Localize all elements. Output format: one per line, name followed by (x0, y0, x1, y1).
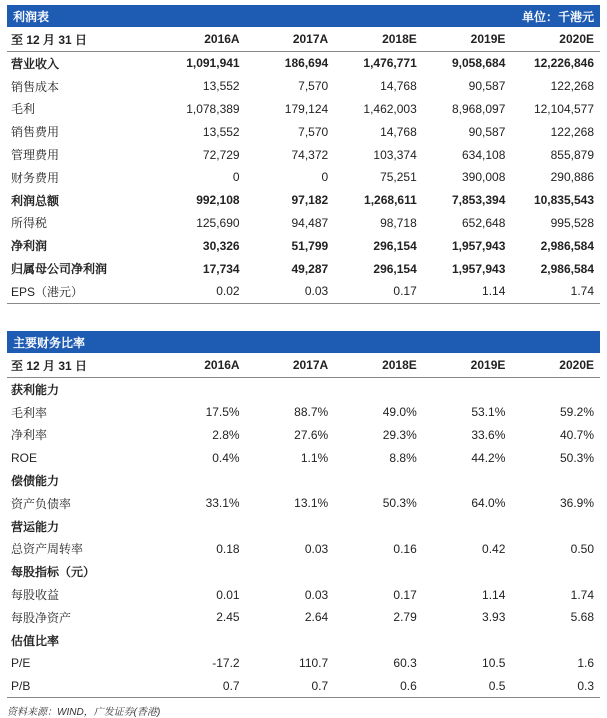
value-cell: 53.1% (471, 405, 506, 420)
income-statement-title: 利润表 (13, 9, 50, 24)
year-header: 2018E (334, 27, 423, 52)
value-cell: 9,058,684 (451, 56, 506, 71)
category-row (7, 515, 600, 538)
value-cell: 1,476,771 (363, 56, 417, 71)
value-cell: 1.1% (300, 450, 329, 465)
row-label: 管理费用 (11, 148, 60, 163)
value-cell: 17,734 (202, 261, 240, 276)
value-cell: 0.42 (482, 541, 506, 556)
row-label: 资产负债率 (11, 496, 72, 511)
value-cell: 44.2% (471, 450, 506, 465)
value-cell: -17.2 (212, 655, 240, 670)
value-cell: 122,268 (550, 79, 594, 94)
value-cell (511, 469, 600, 492)
value-cell (246, 515, 335, 538)
row-label: 毛利率 (11, 405, 48, 420)
value-cell: 64.0% (471, 496, 506, 511)
period-header: 至 12 月 31 日 (7, 27, 157, 52)
value-cell: 296,154 (373, 261, 417, 276)
value-cell: 992,108 (196, 193, 240, 208)
value-cell: 652,648 (461, 215, 506, 230)
value-cell: 1,957,943 (451, 261, 506, 276)
value-cell: 2,986,584 (540, 238, 594, 253)
column-header-row (7, 353, 600, 378)
year-header: 2017A (246, 27, 335, 52)
value-cell: 14,768 (380, 124, 417, 139)
value-cell: 2.79 (393, 610, 417, 625)
value-cell: 0 (232, 170, 240, 185)
ratio-row (7, 446, 600, 469)
value-cell: 1,957,943 (451, 238, 506, 253)
ratio-row (7, 652, 600, 675)
financial-ratios-table (7, 353, 600, 698)
row-label: 估值比率 (11, 633, 60, 648)
ratio-row (7, 583, 600, 606)
financial-ratios-title: 主要财务比率 (13, 335, 86, 350)
value-cell: 7,570 (298, 79, 329, 94)
value-cell: 0.4% (212, 450, 240, 465)
ratio-row (7, 538, 600, 561)
row-label: 营业收入 (11, 56, 60, 71)
year-header: 2020E (511, 27, 600, 52)
value-cell: 0.03 (304, 587, 329, 602)
income-row (7, 98, 600, 121)
value-cell: 1,078,389 (186, 101, 240, 116)
value-cell: 855,879 (550, 147, 594, 162)
income-row (7, 280, 600, 303)
value-cell: 179,124 (284, 101, 329, 116)
value-cell: 3.93 (482, 610, 506, 625)
value-cell: 59.2% (559, 405, 594, 420)
period-header: 至 12 月 31 日 (7, 353, 157, 378)
value-cell: 75,251 (380, 170, 417, 185)
value-cell: 1,091,941 (186, 56, 240, 71)
value-cell: 1.74 (511, 280, 600, 303)
value-cell: 90,587 (468, 124, 506, 139)
row-label: 财务费用 (11, 170, 60, 185)
ratio-row (7, 424, 600, 447)
row-label: 获利能力 (11, 382, 60, 397)
year-header: 2020E (511, 353, 600, 378)
value-cell: 98,718 (380, 215, 417, 230)
value-cell (334, 515, 423, 538)
income-row (7, 75, 600, 98)
value-cell: 10,835,543 (533, 193, 594, 208)
row-label: 每股净资产 (11, 610, 72, 625)
income-row (7, 166, 600, 189)
value-cell (157, 469, 246, 492)
financial-ratios-header (7, 331, 600, 353)
income-row (7, 257, 600, 280)
value-cell: 90,587 (468, 79, 506, 94)
value-cell: 13,552 (202, 124, 240, 139)
value-cell: 290,886 (550, 170, 594, 185)
income-row (7, 52, 600, 75)
row-label: 偿债能力 (11, 474, 60, 489)
row-label: 净利润 (11, 239, 48, 254)
value-cell: 13,552 (202, 79, 240, 94)
value-cell: 74,372 (291, 147, 329, 162)
row-label: 每股指标（元） (11, 565, 96, 580)
value-cell: 0.16 (393, 541, 417, 556)
row-label: 每股收益 (11, 588, 60, 603)
value-cell: 1,268,611 (364, 193, 417, 208)
value-cell: 122,268 (550, 124, 594, 139)
ratio-row (7, 401, 600, 424)
value-cell: 7,853,394 (451, 193, 506, 208)
value-cell (157, 560, 246, 583)
value-cell: 2.64 (304, 610, 329, 625)
value-cell: 60.3 (393, 655, 417, 670)
value-cell: 8.8% (389, 450, 417, 465)
value-cell: 0.01 (216, 587, 240, 602)
value-cell: 0.6 (334, 674, 423, 697)
income-statement-section (7, 5, 600, 304)
year-header: 2019E (423, 27, 512, 52)
value-cell: 634,108 (461, 147, 506, 162)
income-statement-header (7, 5, 600, 27)
value-cell: 40.7% (559, 427, 594, 442)
value-cell: 36.9% (559, 496, 594, 511)
value-cell (334, 378, 423, 401)
income-row (7, 234, 600, 257)
value-cell: 0 (321, 170, 329, 185)
income-row (7, 212, 600, 235)
value-cell (246, 469, 335, 492)
ratio-row (7, 492, 600, 515)
category-row (7, 469, 600, 492)
year-header: 2019E (423, 353, 512, 378)
value-cell: 50.3% (559, 450, 594, 465)
column-header-row (7, 27, 600, 52)
value-cell: 2,986,584 (540, 261, 594, 276)
value-cell: 0.7 (246, 674, 335, 697)
value-cell: 186,694 (284, 56, 329, 71)
value-cell: 33.1% (205, 496, 240, 511)
value-cell: 125,690 (196, 215, 240, 230)
value-cell: 1.74 (570, 587, 594, 602)
value-cell: 50.3% (382, 496, 417, 511)
value-cell: 103,374 (373, 147, 417, 162)
value-cell: 1.14 (423, 280, 512, 303)
row-label: P/E (11, 655, 31, 670)
value-cell (423, 560, 512, 583)
value-cell (334, 560, 423, 583)
value-cell: 0.03 (246, 280, 335, 303)
value-cell: 0.18 (216, 541, 240, 556)
value-cell: 94,487 (291, 215, 329, 230)
value-cell (423, 629, 512, 652)
value-cell: 0.03 (304, 541, 329, 556)
ratio-row (7, 674, 600, 697)
value-cell: 296,154 (373, 238, 417, 253)
value-cell: 49.0% (382, 405, 417, 420)
value-cell: 14,768 (380, 79, 417, 94)
row-label: 销售费用 (11, 125, 60, 140)
row-label: EPS（港元） (7, 280, 157, 303)
income-row (7, 143, 600, 166)
value-cell (246, 378, 335, 401)
value-cell (157, 629, 246, 652)
value-cell (423, 515, 512, 538)
value-cell (246, 629, 335, 652)
row-label: 销售成本 (11, 79, 60, 94)
value-cell (511, 378, 600, 401)
value-cell: 27.6% (294, 427, 329, 442)
value-cell: 0.02 (157, 280, 246, 303)
value-cell: 390,008 (461, 170, 506, 185)
value-cell: 2.45 (216, 610, 240, 625)
value-cell: 72,729 (202, 147, 240, 162)
value-cell: 12,104,577 (533, 101, 594, 116)
income-statement-table (7, 27, 600, 304)
value-cell: 30,326 (202, 238, 240, 253)
row-label: P/B (7, 674, 157, 697)
unit-label: 单位：千港元 (521, 9, 594, 24)
category-row (7, 560, 600, 583)
year-header: 2018E (334, 353, 423, 378)
category-row (7, 629, 600, 652)
value-cell (157, 515, 246, 538)
value-cell: 51,799 (291, 238, 329, 253)
row-label: 归属母公司净利润 (11, 262, 108, 277)
value-cell: 10.5 (482, 655, 506, 670)
source-note: 资料来源：WIND，广发证券(香港) (7, 707, 161, 718)
value-cell (511, 515, 600, 538)
value-cell: 29.3% (382, 427, 417, 442)
value-cell (511, 560, 600, 583)
value-cell (423, 378, 512, 401)
value-cell: 13.1% (294, 496, 329, 511)
row-label: 净利率 (11, 428, 48, 443)
financial-ratios-section (7, 331, 600, 698)
value-cell: 110.7 (299, 655, 329, 670)
value-cell (511, 629, 600, 652)
row-label: 利润总额 (11, 193, 60, 208)
value-cell: 0.3 (511, 674, 600, 697)
value-cell: 0.5 (423, 674, 512, 697)
value-cell: 995,528 (550, 215, 594, 230)
value-cell: 8,968,097 (451, 101, 506, 116)
category-row (7, 378, 600, 401)
value-cell: 12,226,846 (533, 56, 594, 71)
value-cell (246, 560, 335, 583)
value-cell (334, 469, 423, 492)
value-cell: 0.17 (393, 587, 417, 602)
value-cell: 49,287 (291, 261, 329, 276)
year-header: 2017A (246, 353, 335, 378)
row-label: 毛利 (11, 102, 36, 117)
value-cell: 1.6 (577, 655, 594, 670)
value-cell (423, 469, 512, 492)
value-cell (157, 378, 246, 401)
value-cell: 97,182 (291, 193, 329, 208)
row-label: 营运能力 (11, 519, 60, 534)
value-cell: 0.7 (157, 674, 246, 697)
value-cell: 33.6% (471, 427, 506, 442)
value-cell (334, 629, 423, 652)
value-cell: 0.50 (570, 541, 594, 556)
ratio-row (7, 606, 600, 629)
value-cell: 7,570 (298, 124, 329, 139)
value-cell: 1,462,003 (363, 101, 417, 116)
value-cell: 0.17 (334, 280, 423, 303)
income-row (7, 189, 600, 212)
value-cell: 88.7% (294, 405, 329, 420)
year-header: 2016A (157, 353, 246, 378)
value-cell: 2.8% (212, 427, 240, 442)
value-cell: 1.14 (482, 587, 506, 602)
year-header: 2016A (157, 27, 246, 52)
value-cell: 17.5% (205, 405, 240, 420)
row-label: 总资产周转率 (11, 542, 84, 557)
row-label: ROE (11, 450, 38, 465)
value-cell: 5.68 (570, 610, 594, 625)
income-row (7, 120, 600, 143)
row-label: 所得税 (11, 216, 48, 231)
